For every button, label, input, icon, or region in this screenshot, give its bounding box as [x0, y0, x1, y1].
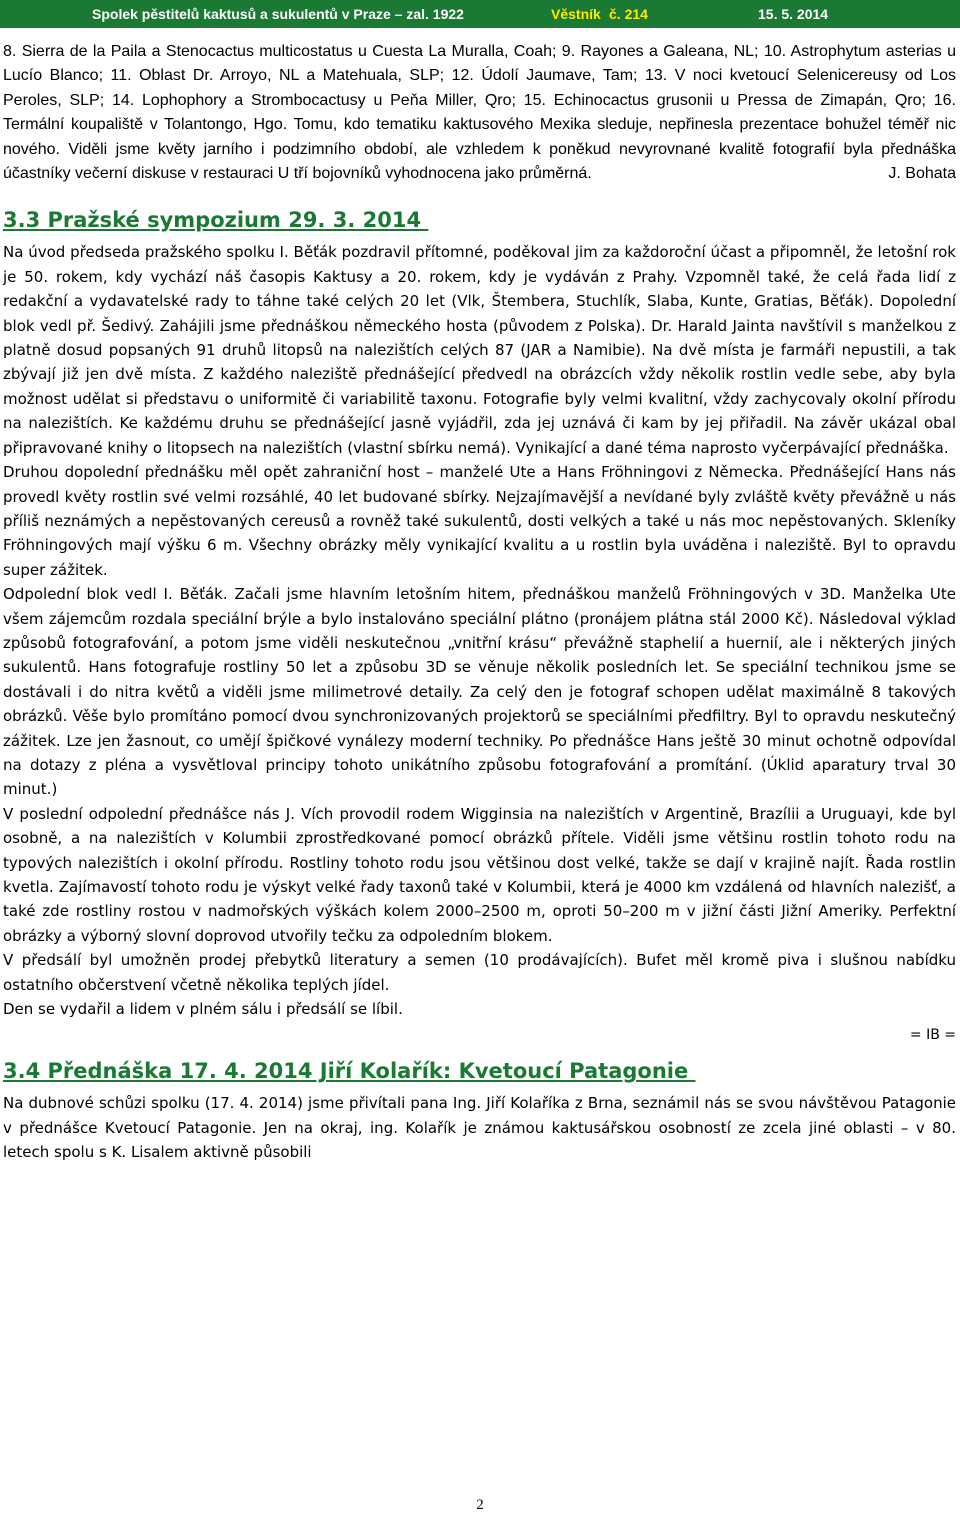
intro-paragraph — [3, 40, 956, 186]
article-content — [3, 40, 956, 1165]
header-journal: Věstník — [551, 6, 601, 22]
sympozium-paragraph-4: V poslední odpolední přednášce nás J. Vích provodil rodem Wigginsia na nalezištích v Argentině, Brazílii a Uruguayi, kde byl osobně, a na nalezištích v Kolumbii zprostředkované pomocí obrázků přítele. Viděli jsme většinu rostlin tohoto rodu na typových nalezištích i okolní přírodu. Rostliny tohoto rodu jsou většinou dost velké, takže se dají v krajině najít. Řada rostlin kvetla. Zajímavostí tohoto rodu je výskyt velké řady taxonů také v Kolumbii, která je 4000 km vzdálená od hlavních nalezišť, a také zde rostliny rostou v nadmořských výškách kolem 2000–2500 m, oproti 50–200 m v jižní části Jižní Ameriky. Perfektní obrázky a výborný slovní doprovod utvořily tečku za odpoledním blokem. — [3, 804, 956, 945]
sympozium-paragraph-2: Druhou dopolední přednášku měl opět zahraniční host – manželé Ute a Hans Fröhningovi z Německa. Přednášející Hans nás provedl květy rostlin své velmi rozsáhlé, 40 let budované sbírky. Nejzajímavější a nevídané byly zvláště květy převážně u nás příliš neznámých a nepěstovaných cereusů a rovněž také sukulentů, dosti velkých a také u nás moc nepěstovaných. Skleníky Fröhningových mají výšku 6 m. Všechny obrázky měly vynikající kvalitu a u rostlin byla uváděna i naleziště. Byl to opravdu super zážitek. — [3, 463, 956, 579]
sympozium-paragraph-1: Na úvod předseda pražského spolku I. Běťák pozdravil přítomné, poděkoval jim za každoroční účast a připomněl, že letošní rok je 50. rokem, kdy vychází náš časopis Kaktusy a 20. rokem, kdy je vydáván z Prahy. Vzpomněl také, že celá řada lidí z redakční a vydavatelské rady to táhne také celých 20 let (Vlk, Štembera, Stuchlík, Slaba, Kunte, Gratias, Běťák). Dopolední blok vedl př. Šedivý. Zahájili jsme přednáškou německého hosta (původem z Polska). Dr. Harald Jainta navštívil s manželkou z platně dosud popsaných 91 druhů litopsů na nalezištích celých 87 (JAR a Namibie). Na dvě místa je farmáři nepustili, a tak zbývají již jen dvě místa. Z každého naleziště přednášející předvedl na obrázcích vždy několik rostlin vedle sebe, aby byla možnost udělat si představu o uniformitě či variabilitě taxonu. Fotografie byly velmi kvalitní, vždy zachycovaly okolní přírodu na nalezištích. Ke každému druhu se přednášející jasně vyjádřil, zda jej uznává či kam by jej přiřadil. Na závěr ukázal obal připravované knihy o litopsech na nalezištích (vlastní sbírku nemá). Vynikající a dané téma naprosto vyčerpávající přednáška. — [3, 243, 956, 457]
section-heading-prednaska: 3.4 Přednáška 17. 4. 2014 Jiří Kolařík: Kvetoucí Patagonie — [3, 1059, 696, 1084]
header-society: Spolek pěstitelů kaktusů a sukulentů v Praze – zal. 1922 — [92, 6, 464, 22]
sympozium-signature: = IB = — [909, 1027, 956, 1044]
intro-text: 8. Sierra de la Paila a Stenocactus multicostatus u Cuesta La Muralla, Coah; 9. Rayones a Galeana, NL; 10. Astrophytum asterias u Lucío Blanco; 11. Oblast Dr. Arroyo, NL a Matehuala, SLP; 12. Údolí Jaumave, Tam; 13. V noci kvetoucí Selenicereusy od Los Peroles, SLP; 14. Lophophory a Strombocactusy u Peňa Miller, Qro; 15. Echinocactus grusonii u Pressa de Zimapán, Qro; 16. Termální koupaliště v Tolantongo, Hgo. Tomu, kdo tematiku kaktusového Mexika sleduje, nepřinesla prezentace bohužel téměř nic nového. Viděli jsme květy jarního i podzimního období, ale vzhledem k poněkud nevyrovnané kvalitě fotografií byla přednáška účastníky večerní diskuse v restauraci U tří bojovníků vyhodnocena jako průměrná. — [3, 43, 956, 183]
intro-signature: J. Bohata — [888, 165, 956, 183]
section-heading-sympozium: 3.3 Pražské sympozium 29. 3. 2014 — [3, 208, 429, 233]
prednaska-paragraph: Na dubnové schůzi spolku (17. 4. 2014) jsme přivítali pana Ing. Jiří Kolaříka z Brna, seznámil nás se svou návštěvou Patagonie v přednášce Kvetoucí Patagonie. Jen na okraj, ing. Kolařík je známou kaktusářskou osobností ze zcela jiné oblasti – v 80. letech spolu s K. Lisalem aktivně působili — [3, 1094, 956, 1162]
page-number: 2 — [476, 1497, 484, 1513]
sympozium-paragraph-3: Odpolední blok vedl I. Běťák. Začali jsme hlavním letošním hitem, přednáškou manželů Fröhningových v 3D. Manželka Ute všem zájemcům rozdala speciální brýle a bylo instalováno speciální plátno (pronájem plátna stál 2000 Kč). Následoval výklad způsobů fotografování, a potom jsme viděli neskutečnou „vnitřní krásu“ převážně staphelií a huernií, ale i některých jiných sukulentů. Hans fotografuje rostliny 50 let a způsobu 3D se věnuje několik posledních let. Se speciální technikou jsme se dostávali i do nitra květů a viděli jsme milimetrové detaily. Za celý den je fotograf schopen udělat maximálně 8 takových obrázků. Věše bylo promítáno pomocí dvou synchronizovaných projektorů se speciálními předfiltry. Byl to opravdu neskutečný zážitek. Lze jen žasnout, co umějí špičkové vynálezy moderní techniky. Po přednášce Hans ještě 30 minut ochotně odpovídal na dotazy z pléna a vysvětloval principy tohoto unikátního způsobu fotografování a promítání. (Úklid aparatury trval 30 minut.) — [3, 585, 956, 799]
header-date: 15. 5. 2014 — [758, 6, 829, 22]
sympozium-paragraph-6: Den se vydařil a lidem v plném sálu i předsálí se líbil. — [3, 1000, 403, 1019]
page-header — [0, 0, 960, 28]
header-issue: č. 214 — [609, 6, 648, 22]
sympozium-paragraph-5: V předsálí byl umožněn prodej přebytků literatury a semen (10 prodávajících). Bufet měl kromě piva i slušnou nabídku ostatního občerstvení včetně několika teplých jídel. — [3, 951, 956, 994]
